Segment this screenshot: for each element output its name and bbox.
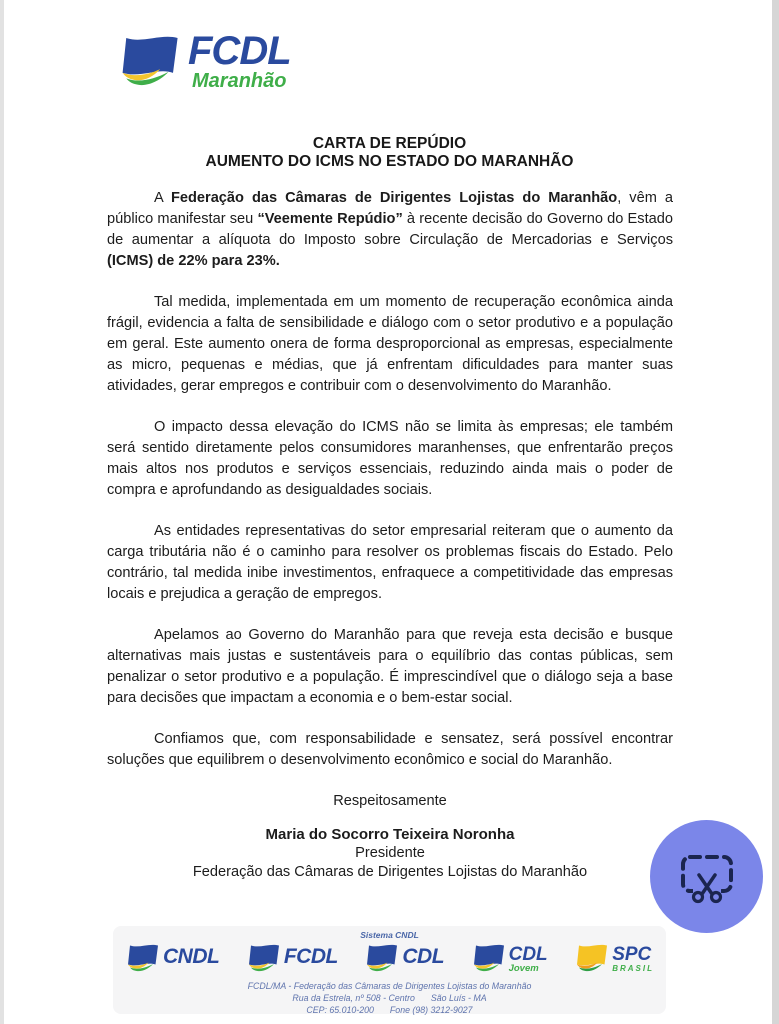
fcdl-logo-text: FCDL bbox=[283, 945, 338, 968]
spc-logo-subtext: BRASIL bbox=[612, 964, 654, 973]
p1-bold-icms: (ICMS) de 22% para 23%. bbox=[107, 253, 280, 269]
title-line-1: CARTA DE REPÚDIO bbox=[312, 135, 467, 152]
p1-text: à recente decisão do Governo do Estado de aumentar a alíquota do Imposto sobre Circulação de Mercadorias e Serviços bbox=[107, 211, 673, 248]
cdl-jovem-flag-icon bbox=[471, 942, 508, 973]
signature-block bbox=[107, 825, 673, 882]
footer-panel bbox=[113, 926, 666, 1014]
spc-logo-text: SPC bbox=[612, 944, 652, 965]
signer-name: Maria do Socorro Teixeira Noronha bbox=[265, 826, 515, 843]
letter-body bbox=[107, 188, 673, 882]
fcdl-logo bbox=[246, 942, 338, 973]
logo-region-text: Maranhão bbox=[192, 70, 287, 92]
title-line-2: AUMENTO DO ICMS NO ESTADO DO MARANHÃO bbox=[205, 153, 574, 170]
address-cep: CEP: 65.010-200 bbox=[306, 1005, 374, 1015]
logo-text bbox=[188, 29, 291, 92]
spc-brasil-flag-icon bbox=[574, 942, 611, 973]
p1-bold-org: Federação das Câmaras de Dirigentes Lojistas do Maranhão bbox=[170, 190, 618, 206]
cdl-logo-text: CDL bbox=[402, 945, 445, 968]
p1-bold-repudio: “Veemente Repúdio” bbox=[257, 211, 403, 227]
address-line-2 bbox=[292, 992, 486, 1004]
cdl-flag-icon bbox=[364, 942, 401, 973]
spc-brasil-logo bbox=[574, 942, 654, 973]
sistema-cndl-label: Sistema CNDL bbox=[360, 930, 419, 940]
cndl-logo bbox=[125, 942, 219, 973]
paragraph-4: As entidades representativas do setor empresarial reiteram que o aumento da carga tributária não é o caminho para resolver os problemas fiscais do Estado. Pelo contrário, tal medida inibe investimentos, enfraquece a competitividade das empresas locais e prejudica a geração de empregos. bbox=[107, 523, 673, 602]
address-street: Rua da Estrela, nº 508 - Centro bbox=[292, 993, 415, 1003]
cndl-logo-text: CNDL bbox=[163, 945, 220, 968]
address-line-3 bbox=[306, 1004, 472, 1016]
paragraph-3: O impacto dessa elevação do ICMS não se limita às empresas; ele também será sentido diretamente pelos consumidores maranhenses, que enfrentarão preços mais altos nos produtos e serviços essenciais, reduzindo ainda mais o poder de compra e aprofundando as desigualdades sociais. bbox=[107, 419, 673, 498]
footer-logo-row bbox=[113, 940, 666, 978]
paragraph-1 bbox=[107, 188, 673, 272]
cdl-jovem-logo bbox=[471, 942, 548, 974]
footer-address bbox=[113, 980, 666, 1016]
screenshot-crop-button[interactable] bbox=[650, 820, 763, 933]
signer-role: Presidente bbox=[355, 845, 425, 861]
cdl-jovem-logo-text: CDL bbox=[508, 944, 548, 965]
closing-word: Respeitosamente bbox=[333, 793, 447, 809]
cdl-jovem-logo-subtext: Jovem bbox=[508, 963, 539, 974]
logo-brand-text: FCDL bbox=[188, 29, 291, 73]
cndl-flag-icon bbox=[125, 942, 162, 973]
address-phone: Fone (98) 3212-9027 bbox=[389, 1005, 473, 1015]
scissors-crop-icon bbox=[678, 850, 736, 904]
paragraph-2: Tal medida, implementada em um momento de recuperação econômica ainda frágil, evidencia a falta de sensibilidade e diálogo com o setor produtivo e a população em geral. Este aumento onera de forma desproporcional as empresas, especialmente as micro, pequenas e médias, que já enfrentam dificuldades para manter suas atividades, gerar empregos e contribuir com o desenvolvimento do Maranhão. bbox=[107, 294, 673, 394]
address-line-1: FCDL/MA - Federação das Câmaras de Dirigentes Lojistas do Maranhão bbox=[247, 981, 532, 991]
fcdl-flag-icon bbox=[246, 942, 283, 973]
p1-text: A bbox=[154, 190, 171, 206]
signer-organization: Federação das Câmaras de Dirigentes Lojistas do Maranhão bbox=[192, 864, 588, 880]
document-title bbox=[0, 135, 779, 171]
paragraph-6: Confiamos que, com responsabilidade e sensatez, será possível encontrar soluções que equilibrem o desenvolvimento econômico e social do Maranhão. bbox=[107, 731, 673, 768]
fcdl-maranhao-logo bbox=[118, 30, 291, 92]
cdl-logo bbox=[364, 942, 444, 973]
address-city: São Luís - MA bbox=[430, 993, 487, 1003]
paragraph-5: Apelamos ao Governo do Maranhão para que reveja esta decisão e busque alternativas mais justas e sustentáveis para o equilíbrio das contas públicas, sem penalizar o setor produtivo e a população. É imprescindível que o diálogo seja a base para decisões que impactam a economia e o bem-estar social. bbox=[107, 627, 673, 706]
p1-text: , vêm a público manifestar seu bbox=[107, 190, 674, 227]
fcdl-flag-icon bbox=[118, 30, 184, 90]
